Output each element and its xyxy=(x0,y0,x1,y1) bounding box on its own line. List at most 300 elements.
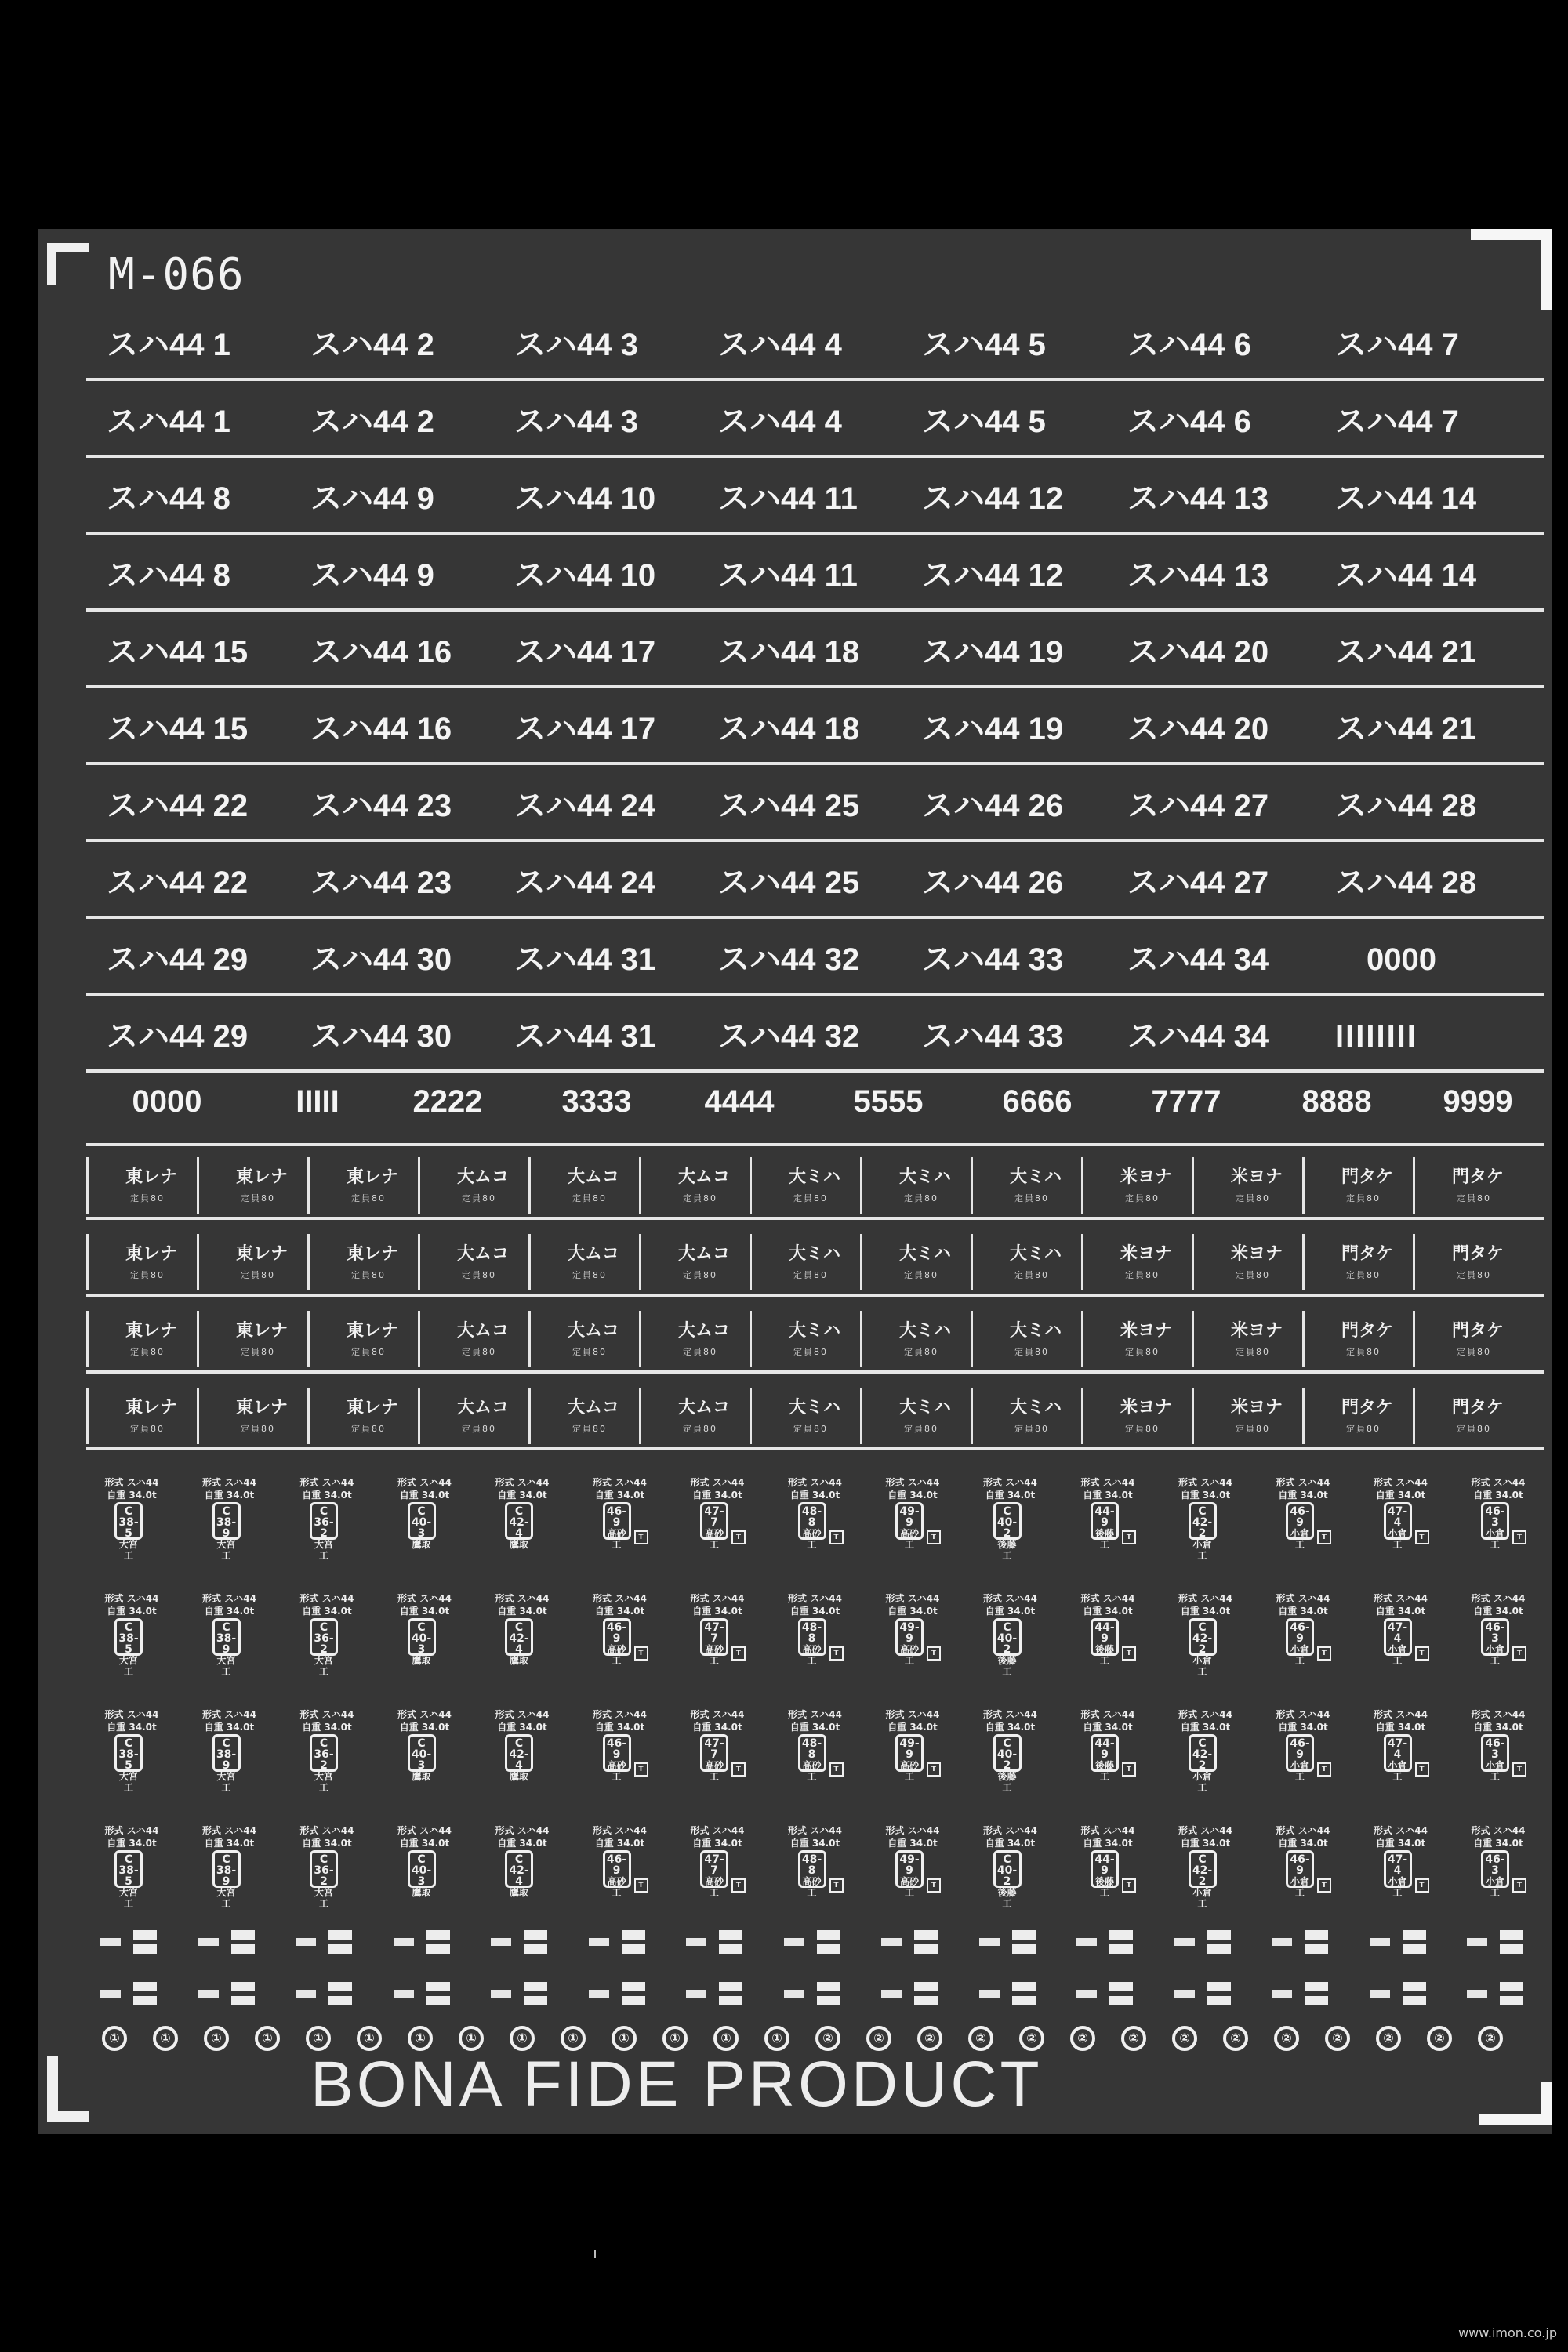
plate-works: 後藤工 xyxy=(997,1771,1017,1793)
small-marking-top xyxy=(524,1930,547,1940)
plate-works: 鷹取 xyxy=(412,1771,431,1782)
sheet-code: M-066 xyxy=(108,249,245,300)
plate-type-text: 形式 スハ44 xyxy=(690,1477,745,1488)
car-number-plate: スハ44 32 xyxy=(718,942,860,977)
plate-code: C 42-4 xyxy=(509,1737,529,1772)
small-marking-top xyxy=(1305,1982,1328,1991)
builder-plate xyxy=(581,1708,659,1794)
depot-label-separator xyxy=(86,1311,89,1367)
plate-code-box xyxy=(895,1502,924,1550)
small-marking xyxy=(1076,1980,1186,2012)
plate-works: 大宮工 xyxy=(216,1887,236,1909)
plate-badge: T xyxy=(731,1878,746,1893)
circled-number: ② xyxy=(968,2026,993,2051)
circled-number: ① xyxy=(153,2026,178,2051)
divider-rule xyxy=(86,993,1544,996)
plate-weight-text: 自重 34.0t xyxy=(692,1490,742,1501)
depot-label-separator xyxy=(1302,1234,1305,1290)
small-marking-left xyxy=(198,1938,219,1946)
plate-code-box xyxy=(408,1502,436,1550)
depot-label-separator xyxy=(197,1157,199,1214)
plate-weight-text: 自重 34.0t xyxy=(1180,1606,1231,1617)
plate-type-text: 形式 スハ44 xyxy=(1080,1709,1135,1720)
depot-label-separator xyxy=(750,1311,752,1367)
car-number-plate: スハ44 31 xyxy=(514,1019,656,1054)
plate-row xyxy=(38,475,1552,522)
depot-label-separator xyxy=(528,1157,531,1214)
plate-type-text: 形式 スハ44 xyxy=(983,1477,1037,1488)
car-number-plate: スハ44 13 xyxy=(1127,558,1269,593)
depot-code: 門タケ xyxy=(1341,1321,1394,1341)
plate-weight-text: 自重 34.0t xyxy=(497,1606,547,1617)
small-marking-bottom xyxy=(1207,1996,1231,2005)
capacity-text: 定員80 xyxy=(130,1270,165,1280)
capacity-text: 定員80 xyxy=(1014,1424,1049,1434)
builder-plate xyxy=(93,1708,171,1794)
car-number-plate: スハ44 26 xyxy=(922,866,1064,900)
small-marking-left xyxy=(1076,1990,1097,1998)
small-marking-left xyxy=(1467,1990,1487,1998)
divider-rule xyxy=(86,762,1544,765)
plate-code: C 40-2 xyxy=(996,1737,1018,1772)
plate-works: 小倉工 xyxy=(1485,1644,1504,1666)
depot-label-separator xyxy=(1081,1234,1083,1290)
plate-works: 高砂工 xyxy=(704,1760,724,1782)
plate-code-box xyxy=(1286,1734,1314,1782)
small-marking-left xyxy=(1467,1938,1487,1946)
depot-label xyxy=(860,1388,968,1444)
plate-works: 小倉工 xyxy=(1290,1528,1309,1550)
capacity-text: 定員80 xyxy=(130,1424,165,1434)
plate-type-text: 形式 スハ44 xyxy=(593,1825,647,1836)
builder-plate xyxy=(678,1824,757,1910)
car-number-plate: スハ44 15 xyxy=(107,712,249,746)
builder-plate xyxy=(1362,1708,1440,1794)
small-marking xyxy=(491,1980,601,2012)
car-number-plate: スハ44 9 xyxy=(310,558,434,593)
depot-label-row xyxy=(86,1151,1544,1220)
capacity-text: 定員80 xyxy=(793,1193,828,1203)
depot-code: 大ミハ xyxy=(899,1321,952,1341)
builder-plate xyxy=(288,1708,366,1794)
plate-type-text: 形式 スハ44 xyxy=(495,1477,550,1488)
car-number-plate: スハ44 16 xyxy=(310,712,452,746)
small-marking-left xyxy=(1076,1938,1097,1946)
builder-plate xyxy=(873,1708,952,1794)
plate-code-box xyxy=(603,1850,631,1898)
builder-plate xyxy=(873,1592,952,1678)
capacity-text: 定員80 xyxy=(1014,1270,1049,1280)
plate-type-text: 形式 スハ44 xyxy=(885,1825,940,1836)
small-marking-bottom xyxy=(914,1944,938,1954)
plate-code-box xyxy=(798,1734,826,1782)
car-number-plate: スハ44 28 xyxy=(1335,866,1477,900)
depot-code: 東レナ xyxy=(347,1244,399,1264)
depot-code: 門タケ xyxy=(1452,1167,1504,1187)
depot-label xyxy=(860,1234,968,1290)
plate-code-box xyxy=(1384,1618,1412,1666)
builder-plate xyxy=(1362,1475,1440,1562)
depot-label-row xyxy=(86,1228,1544,1297)
plate-type-text: 形式 スハ44 xyxy=(299,1709,354,1720)
depot-label-separator xyxy=(1413,1311,1415,1367)
plate-works: 小倉工 xyxy=(1290,1876,1309,1898)
divider-rule xyxy=(86,532,1544,535)
depot-label xyxy=(639,1388,747,1444)
small-marking-left xyxy=(491,1938,511,1946)
capacity-text: 定員80 xyxy=(683,1193,717,1203)
depot-label-separator xyxy=(860,1234,862,1290)
plate-code: 46-3 xyxy=(1485,1621,1505,1645)
divider-rule xyxy=(86,455,1544,458)
depot-code: 大ムコ xyxy=(457,1398,510,1417)
plate-badge: T xyxy=(731,1530,746,1544)
plate-badge: T xyxy=(731,1646,746,1661)
plate-weight-text: 自重 34.0t xyxy=(399,1838,450,1849)
plate-weight-text: 自重 34.0t xyxy=(1473,1722,1523,1733)
plate-badge: T xyxy=(927,1646,941,1661)
plate-code: 46-9 xyxy=(1290,1853,1310,1877)
small-marking-bottom xyxy=(328,1996,352,2005)
small-marking-left xyxy=(589,1990,609,1998)
capacity-text: 定員80 xyxy=(1014,1347,1049,1357)
plate-type-text: 形式 スハ44 xyxy=(299,1477,354,1488)
small-marking xyxy=(881,1980,991,2012)
capacity-text: 定員80 xyxy=(1125,1424,1160,1434)
small-marking-bottom xyxy=(1500,1944,1523,1954)
plate-badge: T xyxy=(1122,1762,1136,1777)
depot-code: 大ムコ xyxy=(457,1321,510,1341)
small-marking-bottom xyxy=(524,1996,547,2005)
capacity-text: 定員80 xyxy=(572,1347,607,1357)
car-number-plate: スハ44 7 xyxy=(1335,328,1459,362)
car-number-plate: スハ44 19 xyxy=(922,635,1064,670)
capacity-text: 定員80 xyxy=(1457,1347,1491,1357)
corner-mark-top-right xyxy=(1471,229,1552,310)
depot-code: 東レナ xyxy=(125,1321,178,1341)
plate-code: C 38-5 xyxy=(118,1737,139,1772)
plate-code-box xyxy=(1384,1850,1412,1898)
capacity-text: 定員80 xyxy=(904,1270,938,1280)
small-marking-top xyxy=(231,1982,255,1991)
depot-label-separator xyxy=(639,1157,641,1214)
car-number-plate: スハ44 24 xyxy=(514,789,656,823)
small-marking-top xyxy=(328,1982,352,1991)
small-marking-left xyxy=(1174,1938,1195,1946)
capacity-text: 定員80 xyxy=(1125,1193,1160,1203)
car-number-plate: スハ44 11 xyxy=(718,558,858,593)
plate-weight-text: 自重 34.0t xyxy=(692,1606,742,1617)
small-marking-top xyxy=(328,1930,352,1940)
plate-weight-text: 自重 34.0t xyxy=(302,1490,352,1501)
small-marking-bottom xyxy=(622,1944,645,1954)
circled-number: ① xyxy=(612,2026,637,2051)
depot-code: 大ムコ xyxy=(678,1321,731,1341)
depot-label xyxy=(528,1388,637,1444)
builder-plate xyxy=(483,1824,561,1910)
plate-weight-text: 自重 34.0t xyxy=(594,1838,645,1849)
depot-label-row xyxy=(86,1381,1544,1450)
plate-works: 小倉工 xyxy=(1290,1644,1309,1666)
plate-works: 小倉工 xyxy=(1485,1760,1504,1782)
small-marking-top xyxy=(426,1982,450,1991)
plate-type-text: 形式 スハ44 xyxy=(690,1709,745,1720)
plate-works: 大宮工 xyxy=(118,1887,138,1909)
capacity-text: 定員80 xyxy=(241,1347,275,1357)
builder-plate xyxy=(971,1592,1050,1678)
builder-plate xyxy=(93,1475,171,1562)
small-marking-left xyxy=(1272,1990,1292,1998)
car-number-plate: IIIIIIII xyxy=(1335,1019,1417,1054)
depot-label-row xyxy=(86,1305,1544,1374)
plate-badge: T xyxy=(634,1530,648,1544)
plate-weight-text: 自重 34.0t xyxy=(985,1722,1036,1733)
car-number-plate: スハ44 33 xyxy=(922,1019,1064,1054)
car-number-plate: スハ44 12 xyxy=(922,558,1064,593)
plate-type-text: 形式 スハ44 xyxy=(1374,1825,1428,1836)
plate-code-box xyxy=(212,1734,241,1793)
depot-code: 門タケ xyxy=(1452,1244,1504,1264)
plate-badge: T xyxy=(1512,1530,1526,1544)
builder-plate xyxy=(1459,1592,1537,1678)
small-marking-top xyxy=(817,1930,840,1940)
plate-type-text: 形式 スハ44 xyxy=(1080,1593,1135,1604)
small-marking-bottom xyxy=(426,1944,450,1954)
circled-number: ① xyxy=(713,2026,739,2051)
builder-plate-row xyxy=(93,1475,1552,1562)
plate-code: 47-4 xyxy=(1387,1853,1408,1877)
small-marking-bottom xyxy=(133,1996,157,2005)
plate-works: 高砂工 xyxy=(704,1528,724,1550)
plate-code: 46-9 xyxy=(1290,1505,1310,1529)
car-number-plate: スハ44 14 xyxy=(1335,558,1477,593)
depot-label-separator xyxy=(750,1157,752,1214)
depot-label-separator xyxy=(639,1311,641,1367)
plate-works: 小倉工 xyxy=(1485,1528,1504,1550)
plate-code-box xyxy=(212,1502,241,1561)
plate-weight-text: 自重 34.0t xyxy=(107,1838,157,1849)
plate-weight-text: 自重 34.0t xyxy=(1375,1606,1426,1617)
builder-plate xyxy=(1362,1592,1440,1678)
plate-weight-text: 自重 34.0t xyxy=(1375,1722,1426,1733)
capacity-text: 定員80 xyxy=(904,1424,938,1434)
capacity-text: 定員80 xyxy=(1346,1270,1381,1280)
plate-works: 鷹取 xyxy=(412,1539,431,1550)
plate-code-box xyxy=(1189,1618,1217,1677)
small-marking-top xyxy=(817,1982,840,1991)
plate-type-text: 形式 スハ44 xyxy=(788,1709,842,1720)
capacity-text: 定員80 xyxy=(1236,1424,1270,1434)
plate-badge: T xyxy=(1122,1646,1136,1661)
divider-rule xyxy=(86,839,1544,842)
car-number-plate: スハ44 25 xyxy=(718,866,860,900)
small-marking-bottom xyxy=(524,1944,547,1954)
plate-works: 後藤工 xyxy=(997,1887,1017,1909)
plate-code-box xyxy=(798,1502,826,1550)
plate-code-box xyxy=(895,1618,924,1666)
plate-type-text: 形式 スハ44 xyxy=(202,1477,256,1488)
depot-code: 米ヨナ xyxy=(1120,1398,1173,1417)
depot-label xyxy=(1413,1388,1521,1444)
plate-weight-text: 自重 34.0t xyxy=(302,1838,352,1849)
footer-brand-text: BONA FIDE PRODUCT xyxy=(310,2049,1043,2120)
depot-label xyxy=(307,1311,416,1367)
depot-label-separator xyxy=(1413,1234,1415,1290)
plate-code: C 38-5 xyxy=(118,1505,139,1540)
plate-type-text: 形式 スハ44 xyxy=(495,1825,550,1836)
plate-weight-text: 自重 34.0t xyxy=(789,1606,840,1617)
plate-code-box xyxy=(114,1502,143,1561)
plate-code-box xyxy=(1286,1502,1314,1550)
plate-works: 鷹取 xyxy=(509,1771,528,1782)
small-marking xyxy=(1272,1980,1381,2012)
depot-code: 大ムコ xyxy=(457,1244,510,1264)
plate-weight-text: 自重 34.0t xyxy=(1083,1490,1133,1501)
depot-code: 米ヨナ xyxy=(1231,1167,1283,1187)
depot-label xyxy=(197,1234,305,1290)
depot-label xyxy=(86,1311,194,1367)
plate-weight-text: 自重 34.0t xyxy=(985,1606,1036,1617)
plate-code: 46-9 xyxy=(606,1505,627,1529)
capacity-text: 定員80 xyxy=(1236,1270,1270,1280)
plate-works: 高砂工 xyxy=(607,1876,626,1898)
depot-label xyxy=(1302,1311,1410,1367)
plate-type-text: 形式 スハ44 xyxy=(1276,1477,1330,1488)
plate-type-text: 形式 スハ44 xyxy=(104,1477,159,1488)
depot-label-separator xyxy=(418,1388,420,1444)
circled-number: ① xyxy=(255,2026,280,2051)
plate-code: C 38-9 xyxy=(216,1621,237,1656)
plate-row xyxy=(38,398,1552,445)
circled-number: ② xyxy=(1019,2026,1044,2051)
small-marking-left xyxy=(394,1938,414,1946)
plate-code-box xyxy=(114,1850,143,1909)
small-marking-bottom xyxy=(1012,1944,1036,1954)
plate-code-box xyxy=(700,1850,728,1898)
capacity-text: 定員80 xyxy=(462,1270,496,1280)
builder-plate-row xyxy=(93,1592,1552,1678)
plate-badge: T xyxy=(1415,1530,1429,1544)
plate-code: 49-9 xyxy=(899,1621,920,1645)
small-marking xyxy=(784,1980,894,2012)
depot-label xyxy=(860,1157,968,1214)
corner-mark-bottom-left xyxy=(47,2056,89,2122)
plate-badge: T xyxy=(634,1762,648,1777)
plate-code: C 40-3 xyxy=(411,1505,432,1540)
car-number-plate: スハ44 27 xyxy=(1127,866,1269,900)
small-marking-bottom xyxy=(133,1944,157,1954)
small-marking-bottom xyxy=(1500,1996,1523,2005)
small-marking-bottom xyxy=(1012,1996,1036,2005)
small-marking xyxy=(1272,1929,1381,1960)
plate-weight-text: 自重 34.0t xyxy=(1473,1838,1523,1849)
small-marking-top xyxy=(426,1930,450,1940)
plate-code-box xyxy=(603,1734,631,1782)
car-number-plate: スハ44 22 xyxy=(107,789,249,823)
plate-works: 高砂工 xyxy=(704,1644,724,1666)
plate-badge: T xyxy=(1415,1878,1429,1893)
car-number-plate: スハ44 1 xyxy=(107,405,230,439)
depot-label-separator xyxy=(307,1388,310,1444)
capacity-text: 定員80 xyxy=(683,1347,717,1357)
circled-number: ② xyxy=(1274,2026,1299,2051)
builder-plate xyxy=(1264,1475,1342,1562)
depot-label-separator xyxy=(1081,1311,1083,1367)
circled-number: ① xyxy=(764,2026,789,2051)
plate-code-box xyxy=(1091,1734,1119,1782)
capacity-text: 定員80 xyxy=(1346,1424,1381,1434)
car-number-plate: スハ44 5 xyxy=(922,328,1046,362)
depot-label xyxy=(639,1157,747,1214)
plate-code-box xyxy=(700,1618,728,1666)
builder-plate xyxy=(1167,1708,1245,1794)
plate-code: C 36-2 xyxy=(314,1621,334,1656)
car-number-plate: スハ44 9 xyxy=(310,481,434,516)
plate-code: 49-9 xyxy=(899,1737,920,1761)
depot-code: 門タケ xyxy=(1341,1167,1394,1187)
circled-number: ① xyxy=(561,2026,586,2051)
car-number-plate: スハ44 26 xyxy=(922,789,1064,823)
capacity-text: 定員80 xyxy=(1125,1270,1160,1280)
builder-plate xyxy=(678,1708,757,1794)
plate-badge: T xyxy=(829,1646,844,1661)
plate-type-text: 形式 スハ44 xyxy=(1374,1477,1428,1488)
depot-label xyxy=(86,1388,194,1444)
depot-label xyxy=(1192,1157,1300,1214)
depot-label-separator xyxy=(307,1157,310,1214)
builder-plate xyxy=(191,1824,269,1910)
car-number-plate: スハ44 4 xyxy=(718,405,842,439)
small-marking-top xyxy=(1500,1982,1523,1991)
circled-number: ① xyxy=(510,2026,535,2051)
builder-plate xyxy=(1069,1475,1147,1562)
depot-label xyxy=(1413,1234,1521,1290)
car-number-plate: スハ44 3 xyxy=(514,405,638,439)
builder-plate xyxy=(581,1824,659,1910)
plate-code-box xyxy=(505,1850,533,1898)
small-marking-bottom xyxy=(231,1996,255,2005)
plate-weight-text: 自重 34.0t xyxy=(692,1722,742,1733)
plate-works: 大宮工 xyxy=(118,1655,138,1677)
depot-code: 大ミハ xyxy=(899,1244,952,1264)
small-marking-bottom xyxy=(1305,1996,1328,2005)
plate-works: 高砂工 xyxy=(802,1644,822,1666)
plate-type-text: 形式 スハ44 xyxy=(1080,1825,1135,1836)
depot-label xyxy=(1192,1311,1300,1367)
plate-works: 後藤工 xyxy=(1094,1528,1114,1550)
depot-label xyxy=(197,1311,305,1367)
plate-works: 高砂工 xyxy=(802,1876,822,1898)
small-marking xyxy=(198,1929,308,1960)
plate-code: 49-9 xyxy=(899,1853,920,1877)
plate-type-text: 形式 スハ44 xyxy=(788,1593,842,1604)
plate-works: 大宮工 xyxy=(216,1771,236,1793)
plate-works: 高砂工 xyxy=(899,1644,919,1666)
builder-plate xyxy=(1459,1824,1537,1910)
digit-block: 4444 xyxy=(704,1084,775,1119)
plate-type-text: 形式 スハ44 xyxy=(593,1709,647,1720)
capacity-text: 定員80 xyxy=(572,1193,607,1203)
plate-weight-text: 自重 34.0t xyxy=(107,1490,157,1501)
depot-label xyxy=(528,1157,637,1214)
depot-label xyxy=(971,1388,1079,1444)
plate-type-text: 形式 スハ44 xyxy=(1471,1825,1526,1836)
builder-plate xyxy=(1167,1824,1245,1910)
plate-type-text: 形式 スハ44 xyxy=(690,1593,745,1604)
plate-code: 46-3 xyxy=(1485,1853,1505,1877)
capacity-text: 定員80 xyxy=(462,1193,496,1203)
circled-number: ② xyxy=(1325,2026,1350,2051)
